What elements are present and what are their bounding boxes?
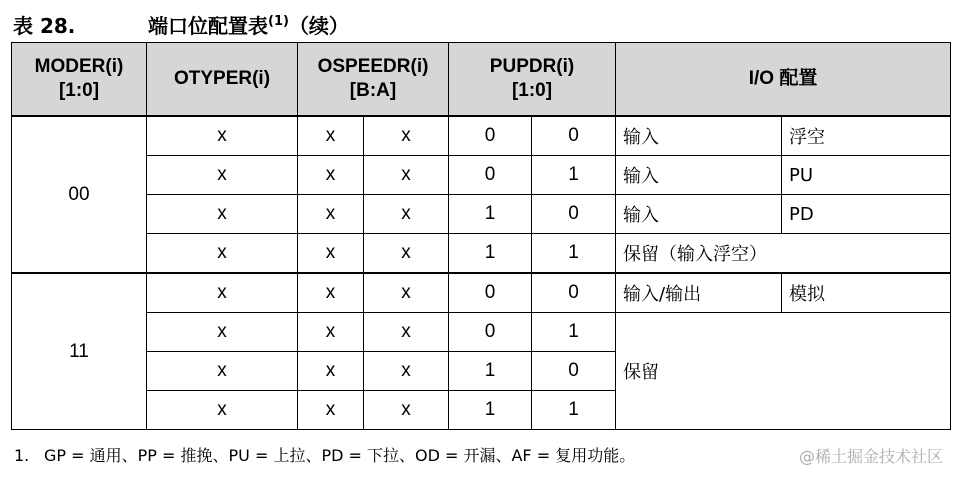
ospeed-a-cell: x (364, 156, 449, 195)
header-ospeedr: OSPEEDR(i) [B:A] (298, 43, 449, 117)
otyper-cell: x (147, 156, 298, 195)
watermark: @稀土掘金技术社区 (798, 447, 943, 466)
pupd-1-cell: 1 (449, 391, 532, 430)
pupd-1-cell: 1 (449, 352, 532, 391)
pupd-1-cell: 0 (449, 273, 532, 313)
ospeed-a-cell: x (364, 313, 449, 352)
header-row (12, 43, 951, 117)
io-type-cell: 输入 (616, 195, 782, 234)
footnote-text: GP = 通用、PP = 推挽、PU = 上拉、PD = 下拉、OD = 开漏、AF = 复用功能。 (44, 446, 636, 465)
ospeed-b-cell: x (298, 116, 364, 156)
table-row (12, 313, 951, 352)
pupd-1-cell: 0 (449, 156, 532, 195)
pupd-0-cell: 0 (532, 352, 616, 391)
otyper-cell: x (147, 195, 298, 234)
io-mode-cell: 模拟 (782, 273, 951, 313)
table-row (12, 234, 951, 274)
moder-cell: 11 (12, 273, 147, 430)
header-io-config: I/O 配置 (616, 43, 951, 117)
header-moder: MODER(i) [1:0] (12, 43, 147, 117)
ospeed-a-cell: x (364, 273, 449, 313)
port-bit-config-table (11, 42, 951, 430)
otyper-cell: x (147, 273, 298, 313)
ospeed-b-cell: x (298, 313, 364, 352)
table-row (12, 195, 951, 234)
table-title-text: 端口位配置表 (148, 14, 268, 38)
ospeed-b-cell: x (298, 234, 364, 274)
table-row (12, 116, 951, 156)
pupd-0-cell: 1 (532, 234, 616, 274)
pupd-0-cell: 1 (532, 156, 616, 195)
io-type-cell: 输入 (616, 156, 782, 195)
ospeed-b-cell: x (298, 156, 364, 195)
pupd-0-cell: 0 (532, 116, 616, 156)
ospeed-a-cell: x (364, 234, 449, 274)
footnote (14, 443, 635, 466)
otyper-cell: x (147, 313, 298, 352)
io-type-cell: 输入/输出 (616, 273, 782, 313)
ospeed-a-cell: x (364, 352, 449, 391)
otyper-cell: x (147, 352, 298, 391)
io-mode-cell: PD (782, 195, 951, 234)
pupd-1-cell: 0 (449, 313, 532, 352)
ospeed-a-cell: x (364, 391, 449, 430)
otyper-cell: x (147, 391, 298, 430)
io-mode-cell: 浮空 (782, 116, 951, 156)
table-row (12, 156, 951, 195)
io-reserved-cell: 保留 (616, 313, 951, 430)
io-reserved-cell: 保留（输入浮空） (616, 234, 951, 274)
moder-cell: 00 (12, 116, 147, 273)
pupd-1-cell: 0 (449, 116, 532, 156)
io-type-cell: 输入 (616, 116, 782, 156)
table-caption (13, 4, 513, 36)
pupd-0-cell: 1 (532, 313, 616, 352)
footnote-index: 1. (14, 446, 30, 465)
pupd-0-cell: 1 (532, 391, 616, 430)
header-pupdr: PUPDR(i) [1:0] (449, 43, 616, 117)
ospeed-b-cell: x (298, 391, 364, 430)
header-otyper: OTYPER(i) (147, 43, 298, 117)
ospeed-a-cell: x (364, 116, 449, 156)
table-title (148, 10, 349, 39)
ospeed-b-cell: x (298, 195, 364, 234)
table-row (12, 273, 951, 313)
ospeed-b-cell: x (298, 273, 364, 313)
otyper-cell: x (147, 116, 298, 156)
pupd-1-cell: 1 (449, 195, 532, 234)
otyper-cell: x (147, 234, 298, 274)
pupd-1-cell: 1 (449, 234, 532, 274)
ospeed-b-cell: x (298, 352, 364, 391)
io-mode-cell: PU (782, 156, 951, 195)
ospeed-a-cell: x (364, 195, 449, 234)
pupd-0-cell: 0 (532, 195, 616, 234)
pupd-0-cell: 0 (532, 273, 616, 313)
table-title-suffix: （续） (288, 14, 349, 38)
footnote-ref: (1) (268, 14, 289, 29)
table-number: 表 28. (13, 14, 76, 38)
